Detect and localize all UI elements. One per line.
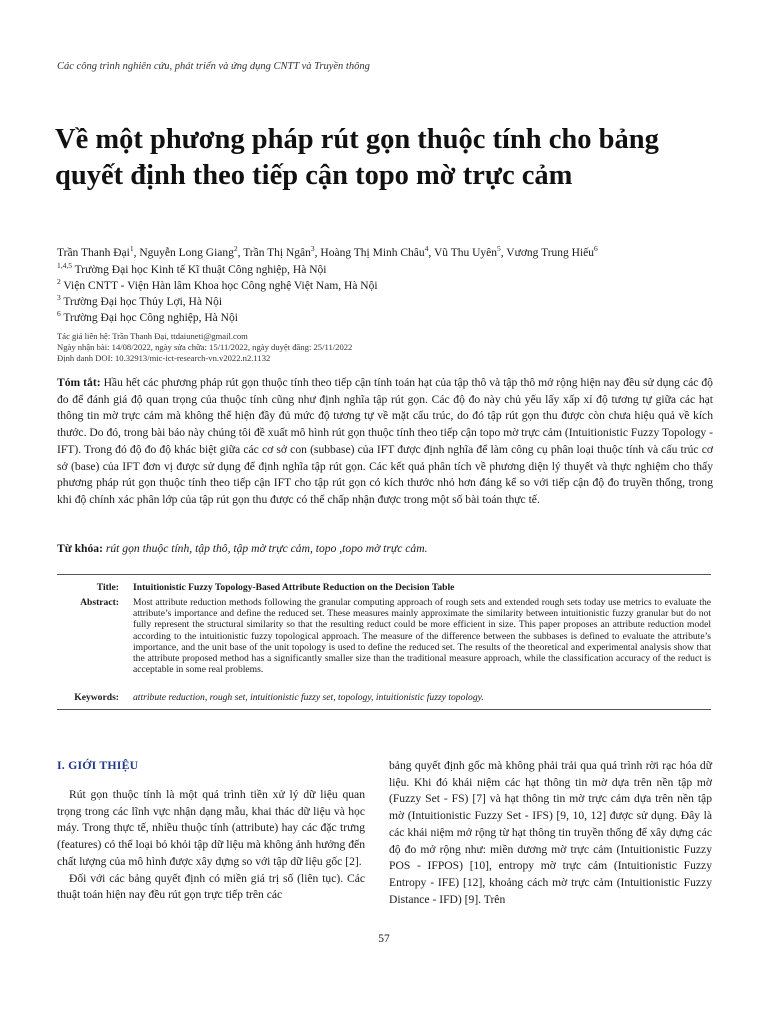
english-summary-box [57,574,711,710]
english-title-label: Title: [96,582,119,593]
body-column-left [57,758,365,904]
affiliation: $^{1,4,5}$ Trường Đại học Kinh tế Kĩ thuật Công nghiệp, Hà Nội [57,261,327,276]
abstract-text: Hầu hết các phương pháp rút gọn thuộc tính theo tiếp cận tính toán hạt của tập thô và tập thô mở rộng hiện nay đều sử dụng các độ đo để đánh giá độ quan trọng của thuộc tính cũng như định nghĩa tập rút gọn. Các độ đo này chủ yếu lấy xấp xỉ độ tương tự giữa các hạt thông tin mờ trực cảm mà không thể hiện đầy đủ mức độ tương tự về mặt cấu trúc, do đó tập rút gọn thu được còn chưa hiệu quả về kích thước. Do đó, trong bài báo này chúng tôi đề xuất mô hình rút gọn thuộc tính theo tiếp cận topo mờ trực cảm (Intuitionistic Fuzzy Topology - IFT). Trong đó độ đo độ khác biệt giữa các cơ sở con (subbase) của IFT được định nghĩa để làm công cụ phân loại thuộc tính và cấu trúc cơ sở (base) của IFT đơn vị được sử dụng để định nghĩa tập rút gọn. Các kết quả phân tích về phương diện lý thuyết và thực nghiệm cho thấy phương pháp rút gọn thuộc tính theo tiếp cận IFT cho tập rút gọn có kích thước nhỏ hơn đáng kể so với tiếp cận độ đo truyền thống, trong khi độ chính xác phân lớp của tập rút gọn thu được có thể chấp nhận được trong một số bài toán thực tế. [57,376,713,506]
body-column-right [389,758,712,908]
page-number: 57 [378,933,390,945]
body-paragraph: bảng quyết định gốc mà không phải trải qua quá trình rời rạc hóa dữ liệu. Khi đó khái niệm các hạt thông tin mờ dựa trên nền tập mờ (Fuzzy Set - FS) [7] và hạt thông tin mờ trực cảm dựa trên nền tập mờ (Intuitionistic Fuzzy Set - IFS) [9, 10, 12] được sử dụng. Đây là các khái niệm mở rộng từ hạt thông tin truyền thống để xây dựng các độ đo mở rộng như: miền dương mờ trực cảm (Intuitionistic Fuzzy POS - IFPOS) [10], entropy mờ trực cảm (Intuitionistic Fuzzy Entropy - IFE) [12], khoảng cách mờ trực cảm (Intuitionistic Fuzzy Distance - IFD) [9]. Trên [389,759,712,906]
affiliation: $^2$ Viện CNTT - Viện Hàn lâm Khoa học Công nghệ Việt Nam, Hà Nội [57,277,378,292]
keywords-text: rút gọn thuộc tính, tập thô, tập mờ trực cảm, topo ,topo mờ trực cảm. [105,542,428,555]
contact-line: Tác giả liên hệ: Trần Thanh Đại, ttdaiuneti@gmail.com [57,331,248,341]
english-title: Intuitionistic Fuzzy Topology-Based Attribute Reduction on the Decision Table [133,582,455,593]
author: Trần Thanh Đại$^1$, [57,244,140,259]
english-keywords-label: Keywords: [74,692,119,703]
author-list [57,246,737,261]
body-paragraph: Rút gọn thuộc tính là một quá trình tiền xử lý dữ liệu quan trọng trong các lĩnh vực nhận dạng mẫu, khai thác dữ liệu và học máy. Trong thực tế, nhiều thuộc tính (attribute) hay các đặc trưng (features) có thể loại bỏ khỏi tập dữ liệu mà không ảnh hưởng đến chất lượng của mô hình được xây dựng so với tập dữ liệu gốc [2]. [57,788,365,868]
author: Vương Trung Hiếu$^6$ [506,244,598,259]
english-abstract: Most attribute reduction methods following the granular computing approach of rough sets and extended rough sets today use metrics to evaluate the attribute’s importance and define the reduced set. These measures mainly approximate the similarity between intuitionistic fuzzy granular but do not fully represent the structural similarity so that the resulting reduct could be more efficient in size. This paper proposes an attribute reduction model according to the intuitionistic fuzzy topological approach. The measure of the difference between the subbases is defined to evaluate the attribute’s importance, and the unit base of the unit topology is used to define the reduced set. The results of the theoretical and experimental analysis show that the attribute proposed method has a significantly smaller size than the traditional measure approach, while the classification accuracy of the reduct is acceptable in some real problems. [133,597,711,676]
body-paragraph: Đối với các bảng quyết định có miền giá trị số (liên tục). Các thuật toán hiện nay đều rút gọn trực tiếp trên các [57,871,365,902]
keywords-vietnamese [57,541,713,557]
doi-line: Định danh DOI: 10.32913/mic-ict-research-vn.v2022.n2.1132 [57,352,271,363]
english-abstract-label: Abstract: [80,597,119,608]
author: Trần Thị Ngân$^3$, [243,244,321,259]
author: Nguyễn Long Giang$^2$, [139,244,244,259]
paper-title: Về một phương pháp rút gọn thuộc tính cho bảng quyết định theo tiếp cận topo mờ trực cảm [55,124,659,191]
affiliation: $^3$ Trường Đại học Thủy Lợi, Hà Nội [57,293,223,308]
running-header: Các công trình nghiên cứu, phát triển và ứng dụng CNTT và Truyền thông [57,61,370,72]
abstract-vietnamese [57,375,713,509]
section-heading: I. GIỚI THIỆU [57,758,139,772]
author: Vũ Thu Uyên$^5$, [433,244,507,259]
affiliation-list [57,262,717,326]
abstract-label: Tóm tắt: [57,376,101,389]
affiliation: $^6$ Trường Đại học Công nghiệp, Hà Nội [57,309,238,324]
dates-line: Ngày nhận bài: 14/08/2022, ngày sửa chữa: 15/11/2022, ngày duyệt đăng: 25/11/2022 [57,341,353,352]
keywords-label: Từ khóa: [57,542,103,555]
author: Hoàng Thị Minh Châu$^4$, [320,244,434,259]
english-keywords: attribute reduction, rough set, intuitionistic fuzzy set, topology, intuitionistic fuzzy topology. [133,692,484,703]
article-metadata [57,331,717,363]
